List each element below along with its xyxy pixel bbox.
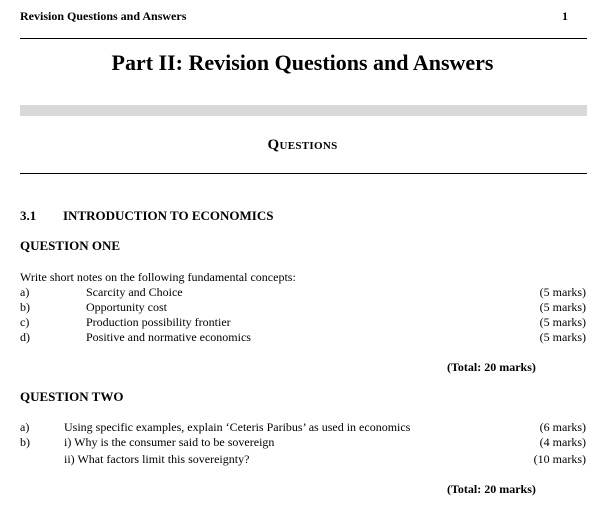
item-text: Using specific examples, explain ‘Ceteris Paribus’ as used in economics bbox=[64, 420, 411, 434]
chapter-title: INTRODUCTION TO ECONOMICS bbox=[63, 208, 274, 223]
question-one-intro: Write short notes on the following fundamental concepts: bbox=[20, 270, 296, 284]
page-number: 1 bbox=[562, 9, 568, 23]
item-letter: c) bbox=[20, 315, 30, 329]
decorative-band bbox=[20, 105, 587, 116]
item-letter: b) bbox=[20, 435, 30, 449]
item-text: Positive and normative economics bbox=[86, 330, 251, 344]
item-letter: a) bbox=[20, 420, 30, 434]
item-text: i) Why is the consumer said to be sovereign bbox=[64, 435, 275, 449]
item-letter: b) bbox=[20, 300, 30, 314]
running-title: Revision Questions and Answers bbox=[20, 9, 187, 23]
question-one-total: (Total: 20 marks) bbox=[447, 360, 536, 374]
item-marks: (5 marks) bbox=[539, 300, 586, 314]
item-marks: (5 marks) bbox=[539, 330, 586, 344]
part-title: Part II: Revision Questions and Answers bbox=[111, 50, 494, 75]
item-text: Production possibility frontier bbox=[86, 315, 231, 329]
item-text: Scarcity and Choice bbox=[86, 285, 183, 299]
section-heading: Questions bbox=[267, 137, 338, 153]
item-marks: (5 marks) bbox=[539, 315, 586, 329]
item-letter: a) bbox=[20, 285, 30, 299]
item-text: ii) What factors limit this sovereignty? bbox=[64, 452, 250, 466]
item-marks: (10 marks) bbox=[533, 452, 586, 466]
item-marks: (6 marks) bbox=[539, 420, 586, 434]
header-divider bbox=[20, 38, 587, 39]
question-one-heading: QUESTION ONE bbox=[20, 238, 121, 253]
section-divider bbox=[20, 173, 587, 174]
item-text: Opportunity cost bbox=[86, 300, 167, 314]
question-two-heading: QUESTION TWO bbox=[20, 389, 124, 404]
item-letter: d) bbox=[20, 330, 30, 344]
question-two-total: (Total: 20 marks) bbox=[447, 482, 536, 496]
item-marks: (4 marks) bbox=[539, 435, 586, 449]
chapter-number: 3.1 bbox=[20, 208, 37, 223]
item-marks: (5 marks) bbox=[539, 285, 586, 299]
